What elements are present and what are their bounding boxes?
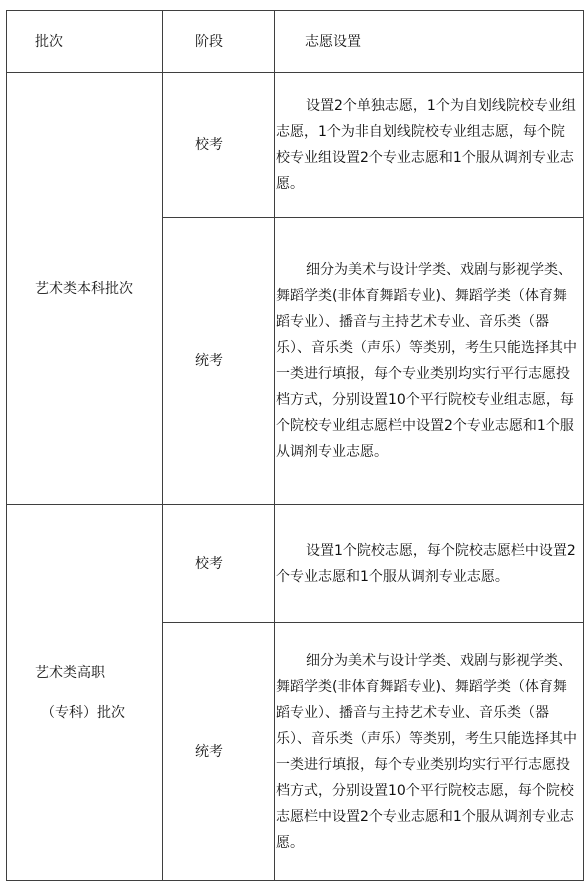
table-row	[7, 505, 584, 623]
stage-cell: 统考	[163, 623, 275, 881]
setting-cell	[275, 73, 584, 218]
header-batch: 批次	[7, 11, 163, 73]
table-row	[7, 73, 584, 218]
stage-cell: 统考	[163, 218, 275, 505]
header-setting: 志愿设置	[275, 11, 584, 73]
volunteer-settings-table	[6, 10, 584, 881]
setting-cell	[275, 623, 584, 881]
setting-cell	[275, 505, 584, 623]
batch-label-line-1: 艺术类高职	[35, 664, 105, 681]
table-header-row	[7, 11, 584, 73]
stage-cell: 校考	[163, 73, 275, 218]
setting-text: 细分为美术与设计学类、戏剧与影视学类、舞蹈学类(非体育舞蹈专业)、舞蹈学类（体育舞蹈专业）、播音与主持艺术专业、音乐类（器乐）、音乐类（声乐）等类别，考生只能选择其中一类进行填报，每个专业类别均实行平行志愿投档方式，分别设置10个平行院校专业组志愿，每个院校专业组志愿栏中设置2个专业志愿和1个服从调剂专业志愿。	[276, 262, 577, 460]
batch-cell-undergraduate	[7, 73, 163, 505]
stage-cell: 校考	[163, 505, 275, 623]
setting-text: 设置1个院校志愿，每个院校志愿栏中设置2个专业志愿和1个服从调剂专业志愿。	[276, 542, 576, 585]
header-stage: 阶段	[163, 11, 275, 73]
setting-text: 细分为美术与设计学类、戏剧与影视学类、舞蹈学类(非体育舞蹈专业)、舞蹈学类（体育舞蹈专业）、播音与主持艺术专业、音乐类（器乐）、音乐类（声乐）等类别，考生只能选择其中一类进行填报，每个专业类别均实行平行志愿投档方式，分别设置10个平行院校志愿，每个院校志愿栏中设置2个专业志愿和1个服从调剂专业志愿。	[276, 652, 577, 851]
batch-label-line-2: （专科）批次	[41, 704, 125, 721]
setting-cell	[275, 218, 584, 505]
batch-cell-vocational	[7, 505, 163, 881]
setting-text: 设置2个单独志愿，1个为自划线院校专业组志愿，1个为非自划线院校专业组志愿，每个院校专业组设置2个专业志愿和1个服从调剂专业志愿。	[276, 98, 576, 192]
batch-label: 艺术类本科批次	[35, 280, 133, 297]
